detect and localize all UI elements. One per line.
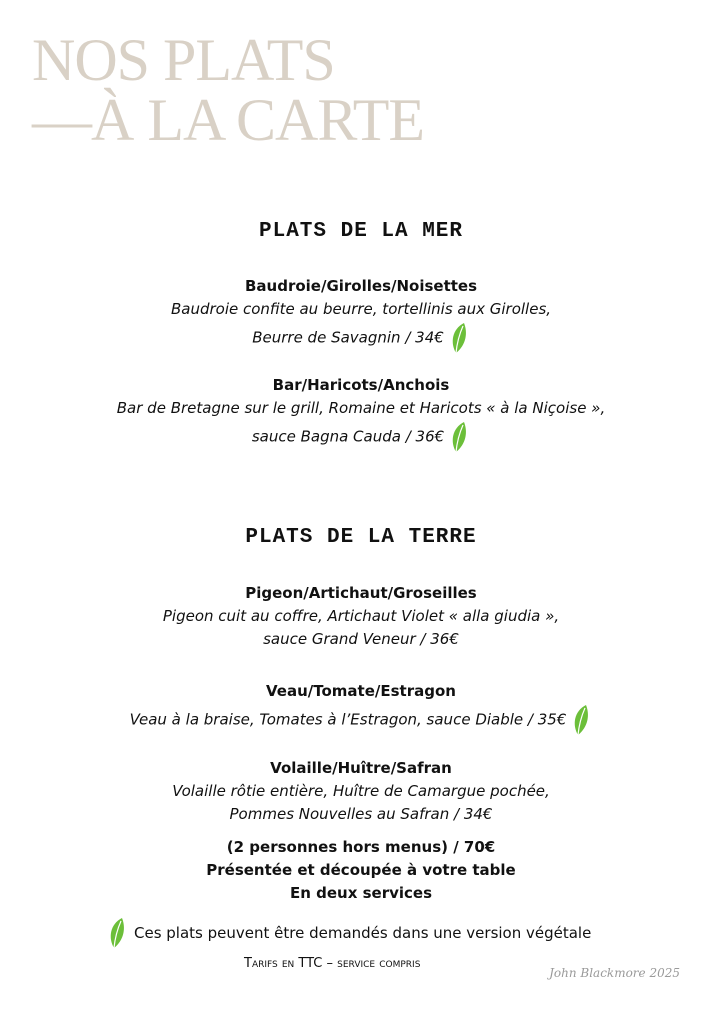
dish-name: Bar/Haricots/Anchois <box>272 376 450 394</box>
dish-description-price: Pommes Nouvelles au Safran / 34€ <box>229 805 493 823</box>
section-title-terre: PLATS DE LA TERRE <box>245 526 477 549</box>
dish-name: Pigeon/Artichaut/Groseilles <box>245 584 477 602</box>
dish-volaille <box>0 757 722 905</box>
dish-extra-note: Présentée et découpée à votre table <box>206 861 516 879</box>
menu-title-line2: —À LA CARTE <box>32 87 425 153</box>
green-leaf-icon <box>106 916 128 950</box>
dish-description-price: Beurre de Savagnin / 34€ <box>0 321 722 355</box>
dish-description-price: Veau à la braise, Tomates à l’Estragon, sauce Diable / 35€ <box>0 703 722 737</box>
dish-description: Volaille rôtie entière, Huître de Camargue pochée, <box>172 782 550 800</box>
green-leaf-icon <box>448 321 470 355</box>
green-leaf-icon <box>570 703 592 737</box>
dish-bar <box>0 374 722 454</box>
menu-title <box>32 27 425 153</box>
dish-description: Baudroie confite au beurre, tortellinis aux Girolles, <box>170 300 552 318</box>
dish-baudroie <box>0 275 722 355</box>
menu-title-line1: NOS PLATS <box>32 27 335 93</box>
dish-name: Veau/Tomate/Estragon <box>266 682 456 700</box>
section-title-mer: PLATS DE LA MER <box>258 220 464 243</box>
vegetal-note <box>106 916 591 950</box>
dish-name: Volaille/Huître/Safran <box>270 759 452 777</box>
dish-description-price: sauce Grand Veneur / 36€ <box>263 630 459 648</box>
dish-veau <box>0 680 722 737</box>
dish-extra-service: En deux services <box>289 884 433 902</box>
vegetal-note-text: Ces plats peuvent être demandés dans une version végétale <box>134 924 592 942</box>
signature: John Blackmore 2025 <box>549 966 680 980</box>
dish-pigeon <box>0 582 722 651</box>
dish-extra-price: (2 personnes hors menus) / 70€ <box>226 838 496 856</box>
dish-description: Bar de Bretagne sur le grill, Romaine et Haricots « à la Niçoise », <box>116 399 606 417</box>
tarifs-note: Tarifs en TTC – service compris <box>244 956 421 971</box>
dish-description: Pigeon cuit au coffre, Artichaut Violet « alla giudia », <box>162 607 560 625</box>
green-leaf-icon <box>448 420 470 454</box>
dish-name: Baudroie/Girolles/Noisettes <box>244 277 478 295</box>
dish-description-price: sauce Bagna Cauda / 36€ <box>0 420 722 454</box>
